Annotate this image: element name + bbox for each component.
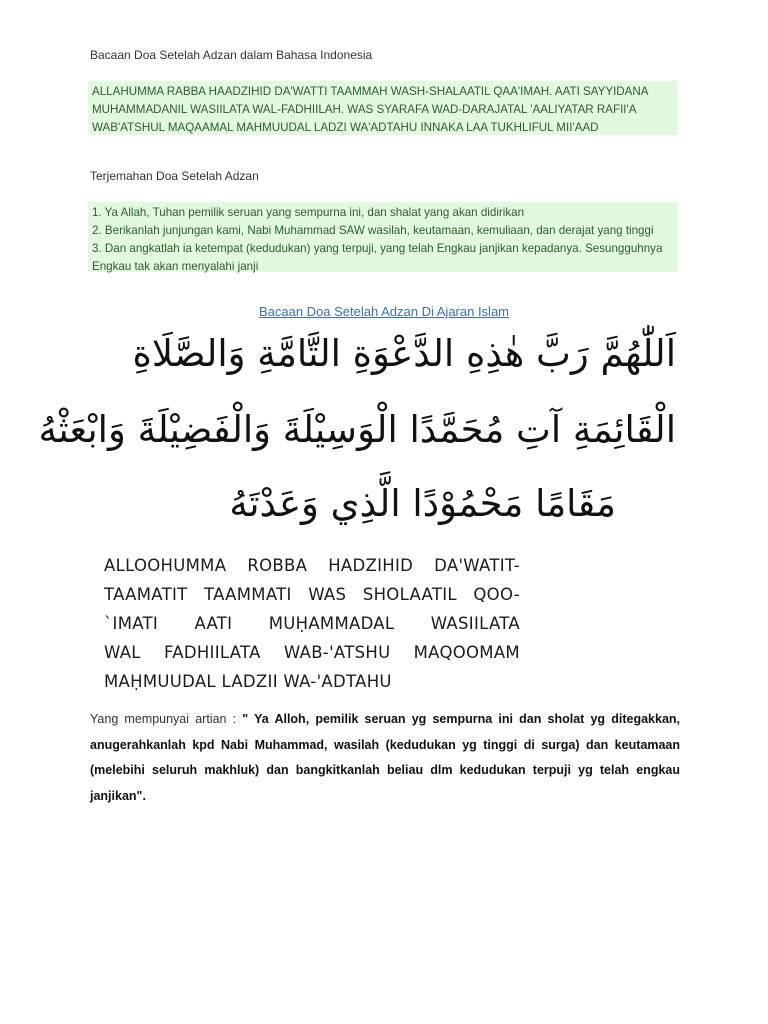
translit-word: WAL: [104, 643, 141, 662]
translit-word: SHOLAATIL: [362, 585, 457, 604]
translit-word: QOO-: [473, 585, 520, 604]
latin-prayer-box: [88, 81, 678, 135]
arabic-line: [96, 322, 676, 386]
translit-word: DA'WATIT-: [434, 556, 520, 575]
latin-line: ALLAHUMMA RABBA HAADZIHID DA'WATTI TAAMMAH WASH-SHALAATIL QAA'IMAH. AATI SAYYIDANA: [92, 85, 649, 98]
translation-line: 1. Ya Allah, Tuhan pemilik seruan yang sempurna ini, dan shalat yang akan didirikan: [92, 206, 525, 219]
translit-word: WASIILATA: [430, 614, 520, 633]
transliteration-line: [104, 579, 520, 611]
arabic-line: [38, 398, 676, 462]
translation-box: [88, 202, 678, 272]
transliteration-line: [104, 550, 520, 582]
translit-word: TAAMATIT: [104, 585, 188, 604]
transliteration-line: [104, 637, 520, 669]
translit-word: ALLOOHUMMA: [104, 556, 227, 575]
meaning-quote: " Ya Alloh, pemilik seruan yg sempurna ini dan sholat yg ditegakkan, anugerahkanlah kpd Nabi Muhammad, wasilah (kedudukan yg tinggi di surga) dan keutamaan (melebihi seluruh makhluk) dan bangkitkanlah beliau dlm kedudukan terpuji yg telah engkau janjikan".: [90, 712, 681, 803]
translit-word: ROBBA: [247, 556, 308, 575]
latin-line: MUHAMMADANIL WASIILATA WAL-FADHIILAH. WAS SYARAFA WAD-DARAJATAL 'AALIYATAR RAFII'A: [92, 103, 637, 116]
translit-word: WAB-'ATSHU: [283, 643, 391, 662]
translit-word: WAS: [308, 585, 347, 604]
translit-word: `IMATI: [104, 614, 159, 633]
translation-line: 2. Berikanlah junjungan kami, Nabi Muhammad SAW wasilah, keutamaan, kemuliaan, dan derajat yang tinggi: [92, 224, 654, 237]
translit-word: AATI: [194, 614, 233, 633]
latin-line: WAB'ATSHUL MAQAAMAL MAHMUUDAL LADZI WA'ADTAHU INNAKA LAA TUKHLIFUL MII'AAD: [92, 121, 599, 134]
image-title-link[interactable]: Bacaan Doa Setelah Adzan Di Ajaran Islam: [258, 304, 510, 319]
transliteration-line: [104, 666, 520, 698]
arabic-text: مَقَامًا مَحْمُوْدًا الَّذِي وَعَدْتَهُ: [229, 482, 616, 525]
transliteration-line: [104, 608, 520, 640]
translit-word: FADHIILATA: [163, 643, 261, 662]
translit-word: MAQOOMAM: [413, 643, 520, 662]
meaning-paragraph: [90, 707, 680, 809]
translation-line: 3. Dan angkatlah ia ketempat (kedudukan) yang terpuji, yang telah Engkau janjikan kepadanya. Sesungguhnya: [92, 242, 663, 255]
heading-translation: Terjemahan Doa Setelah Adzan: [90, 169, 259, 183]
translation-line: Engkau tak akan menyalahi janji: [92, 260, 259, 273]
translit-word: HADZIHID: [328, 556, 414, 575]
translit-word: MUḤAMMADAL: [268, 614, 395, 633]
arabic-line: [96, 472, 676, 536]
meaning-lead: Yang mempunyai artian :: [90, 712, 243, 726]
arabic-text: الْقَائِمَةِ آتِ مُحَمَّدًا الْوَسِيْلَةَ وَالْفَضِيْلَةَ وَابْعَثْهُ: [38, 408, 676, 451]
translit-word: TAAMMATI: [204, 585, 292, 604]
translit-word: MAḤMUUDAL LADZII WA-'ADTAHU: [104, 672, 392, 691]
heading-indonesian: Bacaan Doa Setelah Adzan dalam Bahasa Indonesia: [90, 48, 373, 62]
arabic-text: اَللّٰهُمَّ رَبَّ هٰذِهِ الدَّعْوَةِ التَّامَّةِ وَالصَّلَاةِ: [132, 332, 676, 375]
